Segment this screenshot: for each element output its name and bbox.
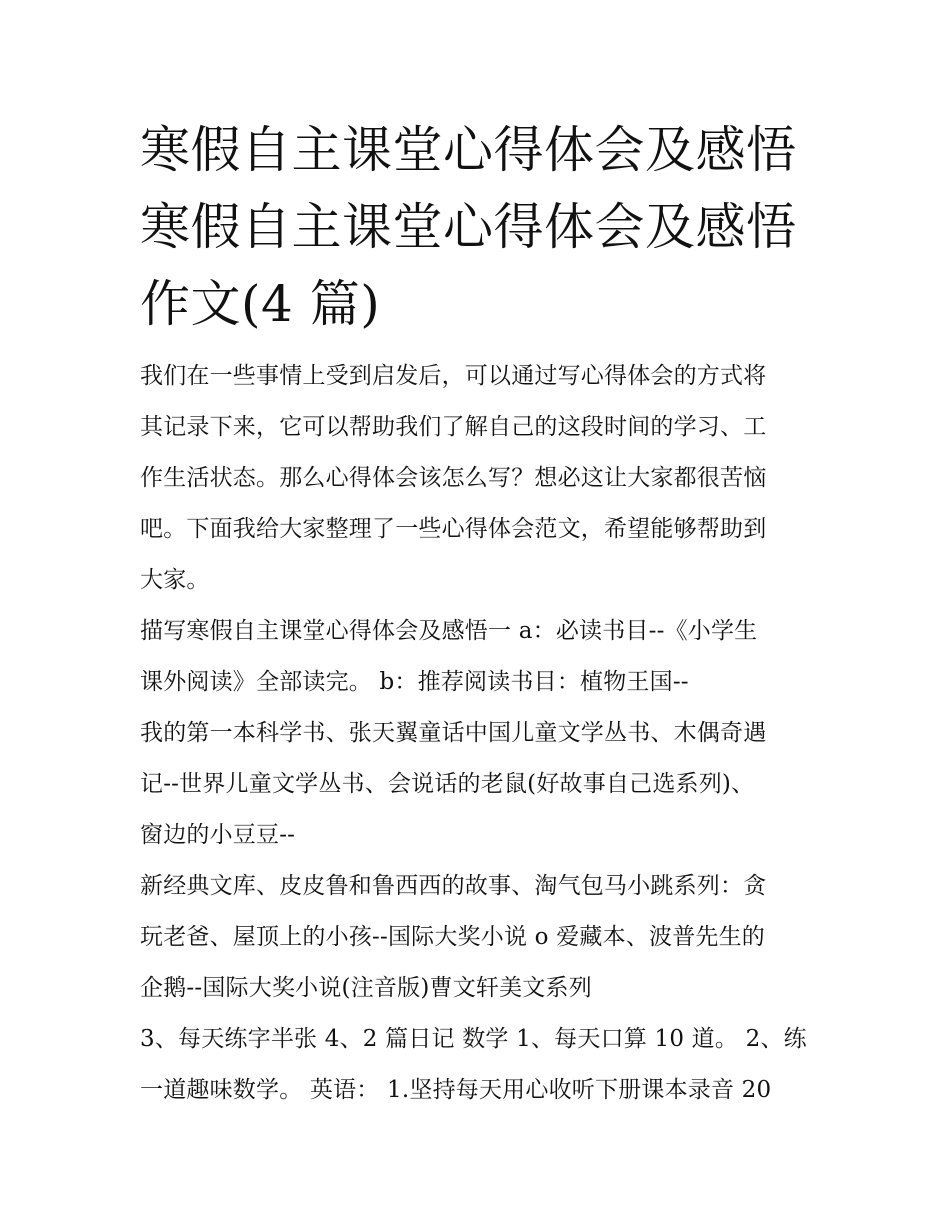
title-line: 寒假自主课堂心得体会及感悟 bbox=[140, 121, 797, 179]
reading-list-paragraph bbox=[140, 606, 815, 708]
text-line: 描写寒假自主课堂心得体会及感悟一 a：必读书目--《小学生 bbox=[140, 618, 758, 644]
text-line: 我的第一本科学书、张天翼童话中国儿童文学丛书、木偶奇遇 bbox=[140, 720, 767, 746]
text-line: 玩老爸、屋顶上的小孩--国际大奖小说 o 爱藏本、波普先生的 bbox=[140, 924, 766, 950]
daily-tasks-paragraph bbox=[140, 1014, 815, 1116]
book-list-paragraph bbox=[140, 708, 815, 861]
document-body bbox=[140, 351, 815, 1116]
intro-paragraph bbox=[140, 351, 815, 606]
text-line: 作生活状态。那么心得体会该怎么写？想必这让大家都很苦恼 bbox=[140, 465, 767, 491]
text-line: 3、每天练字半张 4、2 篇日记 数学 1、每天口算 10 道。 2、练 bbox=[140, 1026, 807, 1052]
text-line: 窗边的小豆豆-- bbox=[140, 822, 296, 848]
text-line: 企鹅--国际大奖小说(注音版)曹文轩美文系列 bbox=[140, 975, 592, 1001]
title-line: 作文(4 篇) bbox=[140, 275, 381, 333]
book-list-paragraph bbox=[140, 861, 815, 1014]
title-line: 寒假自主课堂心得体会及感悟 bbox=[140, 198, 797, 256]
text-line: 课外阅读》全部读完。 b：推荐阅读书目：植物王国-- bbox=[140, 669, 689, 695]
document-content bbox=[140, 112, 815, 1116]
text-line: 一道趣味数学。 英语： 1.坚持每天用心收听下册课本录音 20 bbox=[140, 1077, 772, 1103]
document-title bbox=[140, 112, 815, 343]
text-line: 记--世界儿童文学丛书、会说话的老鼠(好故事自己选系列)、 bbox=[140, 771, 755, 797]
text-line: 吧。下面我给大家整理了一些心得体会范文，希望能够帮助到 bbox=[140, 516, 767, 542]
text-line: 其记录下来，它可以帮助我们了解自己的这段时间的学习、工 bbox=[140, 414, 767, 440]
text-line: 大家。 bbox=[140, 567, 210, 593]
text-line: 新经典文库、皮皮鲁和鲁西西的故事、淘气包马小跳系列：贪 bbox=[140, 873, 767, 899]
text-line: 我们在一些事情上受到启发后，可以通过写心得体会的方式将 bbox=[140, 363, 767, 389]
